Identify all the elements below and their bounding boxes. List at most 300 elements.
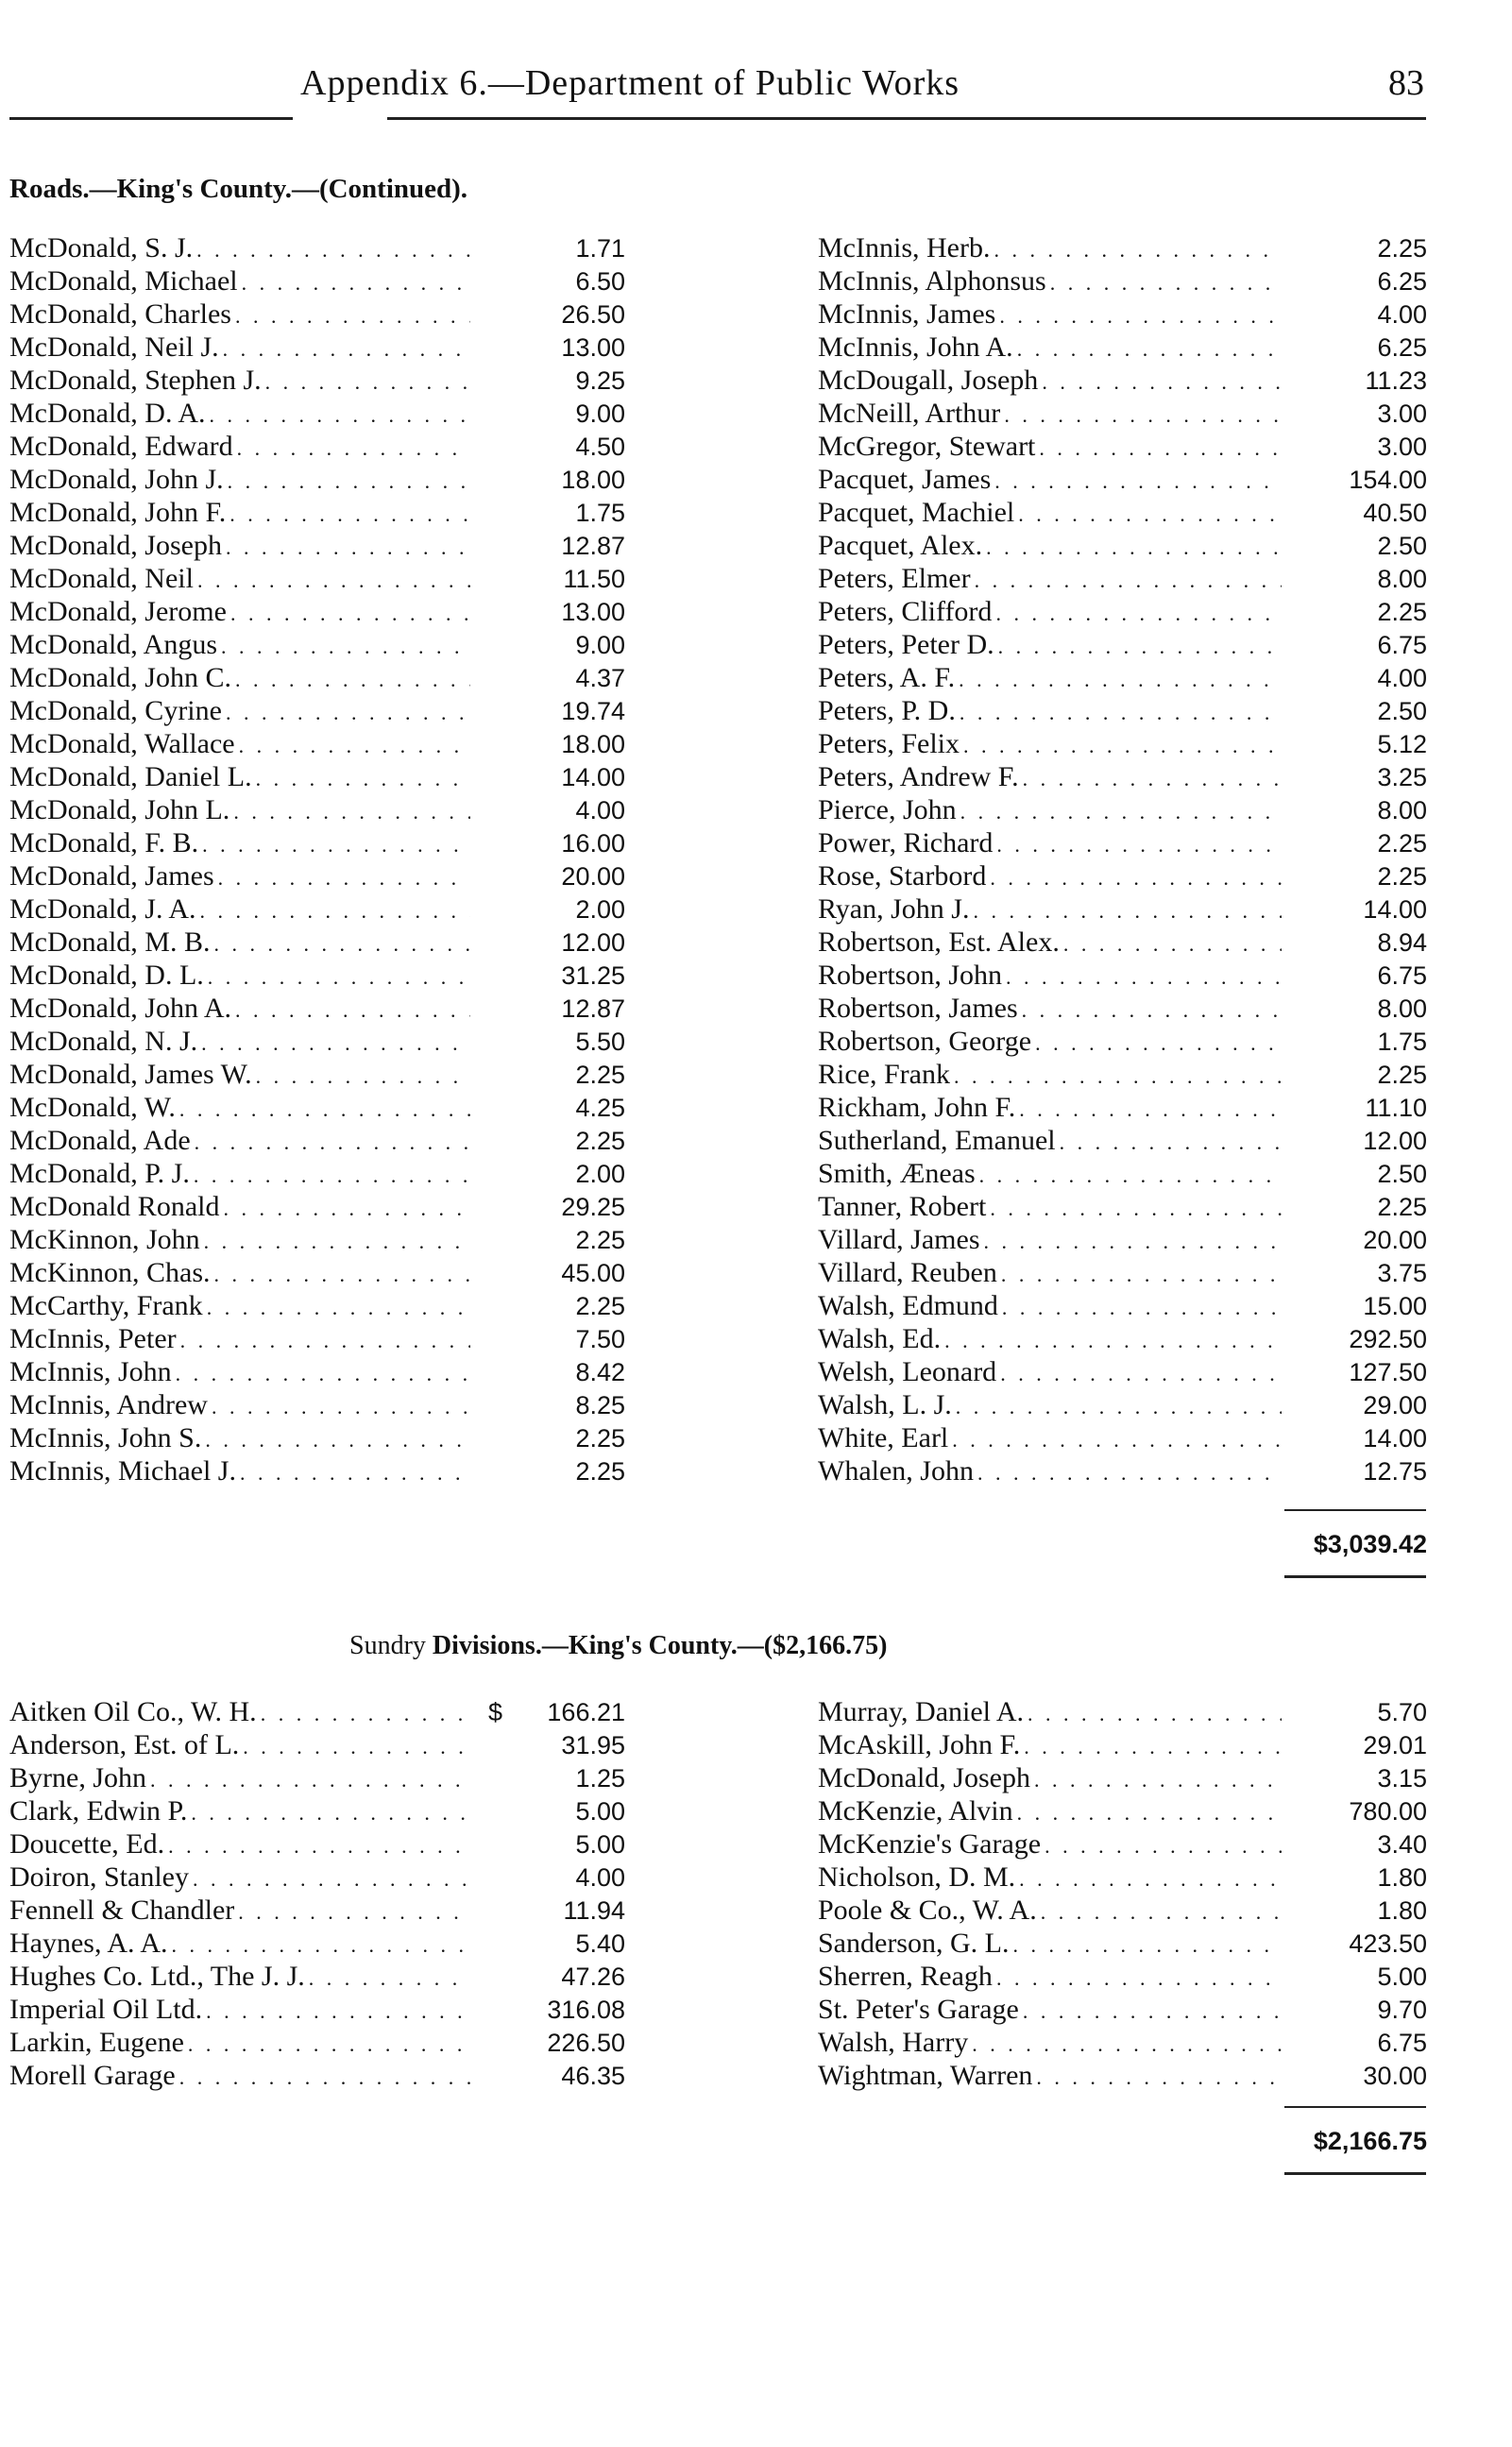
entry-row — [818, 595, 1427, 628]
leader-dots — [996, 828, 1282, 861]
entry-name: McDonald Ronald — [9, 1191, 220, 1222]
entry-amount: 6.25 — [1377, 333, 1427, 362]
entry-row — [9, 1927, 625, 1960]
entry-name: Hughes Co. Ltd., The J. J. — [9, 1961, 305, 1992]
leader-dots — [256, 762, 470, 795]
entry-name: McDonald, John C. — [9, 662, 231, 693]
leader-dots — [200, 894, 471, 927]
entry-amount: 12.00 — [1363, 1127, 1427, 1155]
entry-amount: 292.50 — [1349, 1325, 1427, 1353]
entry-row — [818, 463, 1427, 496]
entry-amount: 3.00 — [1377, 399, 1427, 428]
entry-row — [818, 1695, 1427, 1728]
entry-name: Pacquet, Machiel — [818, 497, 1015, 528]
entry-amount: 3.25 — [1377, 763, 1427, 791]
entry-amount: 18.00 — [561, 730, 625, 758]
entry-name: McDonald, D. A. — [9, 398, 206, 429]
sundry-left-column — [9, 1695, 625, 2092]
entry-name: Doiron, Stanley — [9, 1861, 189, 1893]
entry-row — [818, 926, 1427, 959]
entry-row — [818, 760, 1427, 793]
leader-dots — [202, 828, 470, 861]
entry-row — [9, 1827, 625, 1861]
entry-row — [818, 1894, 1427, 1927]
entry-amount: 14.00 — [1363, 895, 1427, 924]
entry-amount: 12.00 — [561, 928, 625, 957]
leader-dots — [212, 1390, 470, 1423]
entry-name: Villard, Reuben — [818, 1257, 997, 1288]
entry-row — [818, 231, 1427, 264]
entry-row — [818, 331, 1427, 364]
entry-name: Tanner, Robert — [818, 1191, 987, 1222]
entry-name: McDonald, Jerome — [9, 596, 227, 627]
entry-name: Murray, Daniel A. — [818, 1696, 1024, 1727]
entry-row — [9, 297, 625, 331]
leader-dots — [172, 1929, 471, 1962]
entry-row — [9, 264, 625, 297]
entry-row — [818, 727, 1427, 760]
leader-dots — [1060, 1126, 1282, 1159]
leader-dots — [180, 1324, 470, 1357]
leader-dots — [168, 1829, 470, 1862]
entry-row — [818, 2059, 1427, 2092]
entry-row — [9, 1091, 625, 1124]
roads-total-rule — [1284, 1509, 1426, 1511]
entry-row — [9, 1695, 625, 1728]
entry-name: Ryan, John J. — [818, 893, 970, 925]
entry-amount: 4.50 — [575, 433, 625, 461]
entry-amount: 1.75 — [1377, 1028, 1427, 1056]
entry-name: Robertson, James — [818, 993, 1018, 1024]
entry-amount: 12.75 — [1363, 1457, 1427, 1486]
leader-dots — [1017, 332, 1282, 365]
leader-dots — [195, 1126, 470, 1159]
leader-dots — [975, 564, 1282, 597]
entry-row — [818, 496, 1427, 529]
entry-amount: 1.80 — [1377, 1896, 1427, 1925]
leader-dots — [1028, 1697, 1282, 1730]
entry-amount: 3.75 — [1377, 1259, 1427, 1287]
entry-amount: 6.25 — [1377, 267, 1427, 296]
entry-amount: 6.75 — [1377, 631, 1427, 659]
leader-dots — [239, 729, 470, 762]
entry-name: McDonald, S. J. — [9, 232, 194, 263]
entry-name: Walsh, Ed. — [818, 1323, 942, 1354]
leader-dots — [960, 696, 1282, 729]
entry-amount: 2.25 — [575, 1457, 625, 1486]
entry-amount: 20.00 — [1363, 1226, 1427, 1254]
entry-row — [818, 826, 1427, 859]
leader-dots — [1000, 1357, 1282, 1390]
entry-amount: 29.00 — [1363, 1391, 1427, 1419]
leader-dots — [238, 1895, 470, 1929]
leader-dots — [994, 233, 1282, 266]
entry-amount: 47.26 — [561, 1963, 625, 1991]
leader-dots — [999, 299, 1282, 332]
entry-amount: 4.37 — [575, 664, 625, 692]
entry-amount: 11.50 — [563, 565, 625, 593]
entry-name: St. Peter's Garage — [818, 1994, 1019, 2025]
entry-row — [9, 1058, 625, 1091]
leader-dots — [1050, 266, 1282, 299]
entry-amount: 2.25 — [575, 1292, 625, 1320]
entry-name: McDonald, Charles — [9, 298, 231, 330]
leader-dots — [1023, 1995, 1282, 2028]
entry-row — [818, 694, 1427, 727]
entry-name: McDonald, John F. — [9, 497, 227, 528]
entry-amount: 2.25 — [575, 1127, 625, 1155]
entry-row — [818, 1454, 1427, 1487]
header-rule-left — [9, 117, 293, 120]
entry-name: Rose, Starbord — [818, 860, 987, 892]
entry-row — [818, 562, 1427, 595]
entry-name: Nicholson, D. M. — [818, 1861, 1016, 1893]
entry-amount: 5.00 — [575, 1797, 625, 1826]
entry-amount: 45.00 — [561, 1259, 625, 1287]
entry-amount: 2.25 — [1377, 598, 1427, 626]
leader-dots — [207, 1291, 470, 1324]
roads-section-title: Roads.—King's County.—(Continued). — [9, 174, 468, 204]
entry-name: Fennell & Chandler — [9, 1895, 235, 1926]
leader-dots — [179, 2061, 470, 2094]
leader-dots — [223, 332, 470, 365]
entry-name: McDonald, John A. — [9, 993, 231, 1024]
entry-amount: 4.00 — [1377, 300, 1427, 329]
leader-dots — [226, 531, 470, 564]
entry-name: Imperial Oil Ltd. — [9, 1994, 203, 2025]
leader-dots — [218, 861, 470, 894]
entry-amount: 40.50 — [1363, 499, 1427, 527]
entry-name: McDonald, John L. — [9, 794, 230, 825]
entry-amount: 11.23 — [1365, 366, 1427, 395]
entry-amount: 8.94 — [1377, 928, 1427, 957]
leader-dots — [235, 299, 470, 332]
leader-dots — [977, 1456, 1282, 1489]
entry-row — [818, 992, 1427, 1025]
entry-name: Robertson, George — [818, 1026, 1032, 1057]
entry-row — [9, 1993, 625, 2026]
entry-amount: 13.00 — [561, 333, 625, 362]
leader-dots — [1042, 365, 1282, 399]
entry-name: McDonald, M. B. — [9, 926, 211, 958]
entry-name: Power, Richard — [818, 827, 994, 858]
entry-amount: 2.50 — [1377, 697, 1427, 725]
leader-dots — [990, 861, 1282, 894]
entry-name: Walsh, Edmund — [818, 1290, 998, 1321]
entry-row — [818, 529, 1427, 562]
entry-row — [9, 1157, 625, 1190]
entry-amount: 19.74 — [561, 697, 625, 725]
entry-amount: 13.00 — [561, 598, 625, 626]
entry-row — [818, 1960, 1427, 1993]
leader-dots — [214, 927, 471, 960]
roads-total: $3,039.42 — [1313, 1530, 1427, 1558]
entry-name: Byrne, John — [9, 1762, 146, 1793]
entry-row — [818, 959, 1427, 992]
sundry-total-rule — [1284, 2106, 1426, 2108]
leader-dots — [952, 1423, 1282, 1456]
entry-name: Sutherland, Emanuel — [818, 1125, 1056, 1156]
entry-amount: 5.00 — [575, 1830, 625, 1859]
leader-dots — [1063, 927, 1282, 960]
leader-dots — [990, 1192, 1282, 1225]
entry-name: McDonald, Stephen J. — [9, 365, 262, 396]
entry-row — [9, 727, 625, 760]
entry-row — [818, 1761, 1427, 1794]
page-title: Appendix 6.—Department of Public Works — [300, 63, 960, 103]
entry-amount: 2.25 — [1377, 862, 1427, 891]
entry-amount: 8.42 — [575, 1358, 625, 1386]
leader-dots — [214, 1258, 471, 1291]
currency-symbol: $ — [487, 1698, 502, 1726]
entry-name: McInnis, Alphonsus — [818, 265, 1046, 297]
roads-left-column — [9, 231, 625, 1487]
leader-dots — [150, 1763, 470, 1796]
entry-amount: 1.25 — [575, 1764, 625, 1793]
entry-amount: 1.75 — [575, 499, 625, 527]
entry-amount: 5.70 — [1377, 1698, 1427, 1726]
entry-row — [9, 1861, 625, 1894]
entry-name: McInnis, Herb. — [818, 232, 991, 263]
entry-name: Larkin, Eugene — [9, 2027, 184, 2058]
entry-row — [818, 1993, 1427, 2026]
leader-dots — [1023, 762, 1282, 795]
entry-amount: 2.50 — [1377, 1160, 1427, 1188]
entry-row — [9, 496, 625, 529]
entry-name: McDonald, James W. — [9, 1059, 252, 1090]
leader-dots — [261, 1697, 470, 1730]
entry-row — [9, 661, 625, 694]
leader-dots — [1012, 1929, 1282, 1962]
entry-name: McCarthy, Frank — [9, 1290, 203, 1321]
leader-dots — [197, 564, 470, 597]
entry-row — [9, 1728, 625, 1761]
entry-name: Peters, Elmer — [818, 563, 971, 594]
entry-amount: 26.50 — [561, 300, 625, 329]
leader-dots — [229, 498, 470, 531]
entry-amount: 15.00 — [1363, 1292, 1427, 1320]
entry-name: McKinnon, Chas. — [9, 1257, 211, 1288]
entry-name: McDonald, Neil J. — [9, 331, 219, 363]
leader-dots — [205, 1423, 470, 1456]
entry-name: Pacquet, Alex. — [818, 530, 983, 561]
entry-amount: 31.95 — [561, 1731, 625, 1759]
entry-row — [9, 760, 625, 793]
leader-dots — [206, 1995, 470, 2028]
entry-amount: 226.50 — [547, 2029, 625, 2057]
entry-row — [9, 992, 625, 1025]
leader-dots — [237, 432, 470, 465]
leader-dots — [954, 1060, 1282, 1093]
entry-name: McInnis, Peter — [9, 1323, 177, 1354]
entry-amount: 9.00 — [575, 631, 625, 659]
leader-dots — [960, 795, 1282, 828]
entry-row — [818, 661, 1427, 694]
page-header — [0, 62, 1512, 119]
entry-amount: 30.00 — [1363, 2062, 1427, 2090]
entry-name: McInnis, John — [9, 1356, 172, 1387]
entry-amount: 6.75 — [1377, 2029, 1427, 2057]
entry-row — [818, 297, 1427, 331]
entry-name: McAskill, John F. — [818, 1729, 1021, 1760]
entry-row — [9, 926, 625, 959]
entry-row — [9, 892, 625, 926]
leader-dots — [221, 630, 470, 663]
leader-dots — [196, 233, 470, 266]
entry-row — [9, 231, 625, 264]
entry-name: McNeill, Arthur — [818, 398, 1001, 429]
entry-name: Doucette, Ed. — [9, 1828, 165, 1860]
entry-amount: 5.00 — [1377, 1963, 1427, 1991]
entry-name: Peters, A. F. — [818, 662, 956, 693]
entry-amount: 2.00 — [575, 1160, 625, 1188]
entry-row — [818, 1861, 1427, 1894]
leader-dots — [956, 1390, 1282, 1423]
entry-amount: 20.00 — [561, 862, 625, 891]
sundry-total: $2,166.75 — [1313, 2127, 1427, 2155]
entry-row — [9, 1454, 625, 1487]
entry-amount: 2.00 — [575, 895, 625, 924]
entry-name: McInnis, John S. — [9, 1422, 202, 1453]
leader-dots — [1018, 498, 1282, 531]
entry-amount: 18.00 — [561, 466, 625, 494]
entry-row — [9, 1025, 625, 1058]
entry-amount: 166.21 — [547, 1698, 625, 1726]
entry-amount: 14.00 — [561, 763, 625, 791]
entry-amount: 4.00 — [575, 1863, 625, 1892]
entry-name: Welsh, Leonard — [818, 1356, 997, 1387]
entry-amount: 8.25 — [575, 1391, 625, 1419]
entry-row — [9, 430, 625, 463]
entry-name: McDonald, D. L. — [9, 960, 204, 991]
entry-name: McKenzie's Garage — [818, 1828, 1042, 1860]
leader-dots — [1006, 960, 1282, 994]
entry-name: McDonald, Joseph — [9, 530, 222, 561]
leader-dots — [994, 465, 1282, 498]
entry-amount: 14.00 — [1363, 1424, 1427, 1453]
entry-row — [9, 1289, 625, 1322]
entry-name: McDonald, James — [9, 860, 214, 892]
leader-dots — [204, 1225, 470, 1258]
page-number: 83 — [1388, 63, 1424, 103]
entry-name: McInnis, Michael J. — [9, 1455, 236, 1487]
leader-dots — [986, 531, 1282, 564]
sundry-section-title — [349, 1631, 887, 1661]
entry-amount: 8.00 — [1377, 565, 1427, 593]
leader-dots — [188, 2028, 470, 2061]
entry-amount: 9.00 — [575, 399, 625, 428]
entry-row — [818, 628, 1427, 661]
entry-row — [9, 1256, 625, 1289]
leader-dots — [972, 2028, 1282, 2061]
entry-amount: 780.00 — [1349, 1797, 1427, 1826]
entry-amount: 2.25 — [1377, 829, 1427, 858]
entry-row — [9, 1421, 625, 1454]
leader-dots — [995, 597, 1282, 630]
entry-row — [9, 1894, 625, 1927]
sundry-title-prefix: Sundry — [349, 1631, 426, 1660]
entry-row — [818, 1794, 1427, 1827]
entry-row — [9, 1322, 625, 1355]
leader-dots — [233, 795, 470, 828]
entry-amount: 2.25 — [1377, 1193, 1427, 1221]
sundry-total-underline — [1284, 2172, 1426, 2175]
entry-amount: 3.40 — [1377, 1830, 1427, 1859]
entry-amount: 127.50 — [1349, 1358, 1427, 1386]
entry-row — [9, 826, 625, 859]
entry-amount: 9.70 — [1377, 1996, 1427, 2024]
entry-row — [818, 397, 1427, 430]
entry-name: Peters, Peter D. — [818, 629, 994, 660]
entry-row — [9, 397, 625, 430]
leader-dots — [944, 1324, 1282, 1357]
entry-name: McInnis, John A. — [818, 331, 1013, 363]
entry-name: Smith, Æneas — [818, 1158, 976, 1189]
leader-dots — [1017, 1796, 1282, 1829]
entry-name: Villard, James — [818, 1224, 980, 1255]
entry-row — [818, 1157, 1427, 1190]
entry-name: McDonald, Joseph — [818, 1762, 1030, 1793]
entry-name: Wightman, Warren — [818, 2060, 1033, 2091]
leader-dots — [191, 1796, 470, 1829]
entry-amount: 154.00 — [1349, 466, 1427, 494]
leader-dots — [226, 696, 470, 729]
leader-dots — [194, 1159, 470, 1192]
entry-name: McGregor, Stewart — [818, 431, 1036, 462]
leader-dots — [1001, 1258, 1282, 1291]
leader-dots — [176, 1357, 470, 1390]
entry-row — [9, 1355, 625, 1388]
leader-dots — [1036, 2061, 1282, 2094]
entry-row — [818, 859, 1427, 892]
leader-dots — [243, 1730, 470, 1763]
entry-amount: 6.75 — [1377, 961, 1427, 990]
entry-name: McDonald, W. — [9, 1092, 176, 1123]
entry-row — [9, 1223, 625, 1256]
entry-row — [818, 1827, 1427, 1861]
entry-amount: 2.50 — [1377, 532, 1427, 560]
leader-dots — [1019, 1862, 1282, 1895]
sundry-title-rest: Divisions.—King's County.—($2,166.75) — [432, 1631, 888, 1660]
entry-name: McDonald, Daniel L. — [9, 761, 252, 792]
entry-name: McInnis, Andrew — [9, 1389, 208, 1420]
entry-name: McInnis, James — [818, 298, 996, 330]
leader-dots — [256, 1060, 470, 1093]
entry-row — [9, 1960, 625, 1993]
entry-amount: 31.25 — [561, 961, 625, 990]
entry-amount: 5.40 — [575, 1929, 625, 1958]
entry-row — [9, 331, 625, 364]
entry-name: McDonald, Cyrine — [9, 695, 222, 726]
leader-dots — [193, 1862, 470, 1895]
sundry-right-column — [818, 1695, 1427, 2092]
entry-row — [818, 1421, 1427, 1454]
entry-amount: 29.25 — [561, 1193, 625, 1221]
entry-row — [9, 1190, 625, 1223]
entry-name: McDonald, John J. — [9, 464, 224, 495]
entry-name: Poole & Co., W. A. — [818, 1895, 1037, 1926]
entry-amount: 12.87 — [561, 994, 625, 1023]
entry-amount: 3.00 — [1377, 433, 1427, 461]
leader-dots — [209, 399, 470, 432]
leader-dots — [959, 663, 1282, 696]
entry-row — [9, 364, 625, 397]
entry-name: Peters, Clifford — [818, 596, 993, 627]
leader-dots — [208, 960, 470, 994]
entry-row — [818, 1256, 1427, 1289]
entry-row — [818, 1289, 1427, 1322]
entry-row — [9, 2026, 625, 2059]
